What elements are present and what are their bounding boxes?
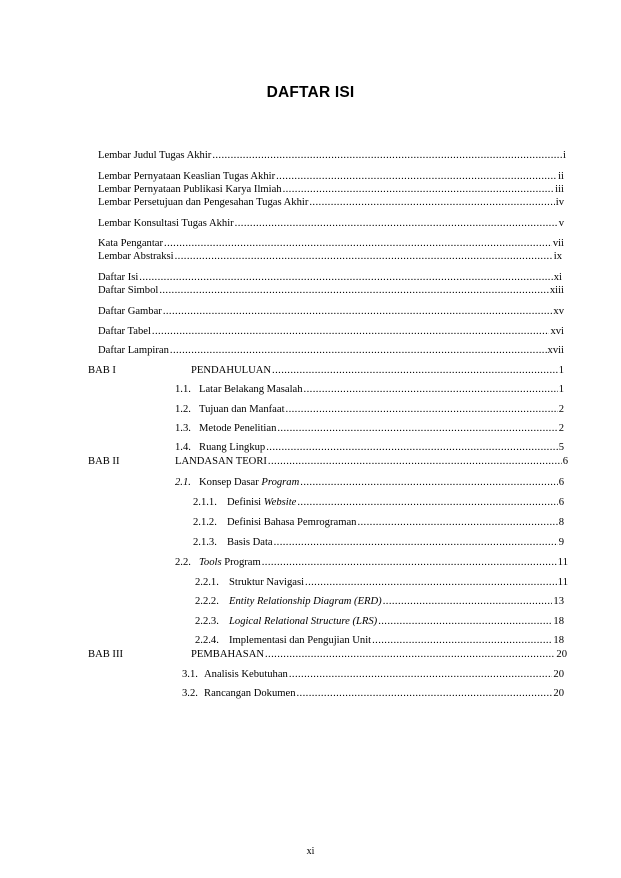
toc-page: iii — [555, 184, 564, 195]
toc-section[interactable] — [175, 556, 568, 570]
toc-page: v — [558, 218, 564, 229]
toc-label: Lembar Abstraksi — [98, 251, 174, 262]
section-label-italic: Program — [261, 477, 300, 488]
toc-entry[interactable] — [98, 271, 562, 285]
subsection-label-italic: Logical Relational Structure (LRS) — [229, 616, 378, 627]
section-label: Latar Belakang Masalah — [199, 384, 303, 395]
toc-page: 8 — [558, 517, 564, 528]
subsection-number: 2.2.4. — [195, 635, 219, 646]
toc-leader — [357, 516, 557, 530]
toc-label: Lembar Konsultasi Tugas Akhir — [98, 218, 234, 229]
section-label: Program — [224, 557, 261, 568]
toc-entry[interactable] — [98, 196, 564, 210]
toc-section[interactable] — [175, 383, 564, 397]
subsection-label: Definisi — [227, 497, 262, 508]
toc-page: vii — [552, 238, 564, 249]
toc-page: 5 — [558, 442, 564, 453]
toc-entry[interactable] — [98, 344, 564, 358]
subsection-number: 2.2.3. — [195, 616, 219, 627]
section-number: 2.2. — [175, 557, 191, 568]
chapter-title: LANDASAN TEORI — [175, 456, 267, 467]
toc-entry[interactable] — [98, 250, 562, 264]
toc-entry[interactable] — [98, 183, 564, 197]
toc-label: Daftar Simbol — [98, 285, 159, 296]
toc-page: 6 — [558, 497, 564, 508]
subsection-label-italic: Website — [263, 497, 297, 508]
toc-page: xv — [553, 306, 564, 317]
toc-page: 6 — [558, 477, 564, 488]
toc-label: Kata Pengantar — [98, 238, 164, 249]
subsection-number: 2.1.1. — [193, 497, 217, 508]
toc-entry[interactable] — [98, 217, 564, 231]
subsection-number: 2.2.1. — [195, 577, 219, 588]
toc-leader — [163, 305, 553, 319]
toc-page: 1 — [558, 384, 564, 395]
toc-page: xiii — [549, 285, 564, 296]
toc-section[interactable] — [182, 687, 564, 701]
toc-section[interactable] — [175, 403, 564, 417]
toc-page: 9 — [558, 537, 564, 548]
toc-subsection[interactable] — [195, 634, 564, 648]
section-number: 1.4. — [175, 442, 191, 453]
subsection-number: 2.1.2. — [193, 517, 217, 528]
toc-section[interactable] — [175, 476, 564, 490]
page-number: xi — [306, 846, 315, 857]
section-number: 3.1. — [182, 669, 198, 680]
toc-section[interactable] — [182, 668, 564, 682]
toc-subsection[interactable] — [193, 536, 564, 550]
toc-entry[interactable] — [98, 237, 564, 251]
toc-section[interactable] — [175, 441, 564, 455]
toc-leader — [378, 615, 552, 629]
toc-leader — [266, 441, 557, 455]
section-label: Ruang Lingkup — [199, 442, 266, 453]
subsection-label: Struktur Navigasi — [229, 577, 305, 588]
toc-page: 13 — [553, 596, 564, 607]
subsection-label-italic: Entity Relationship Diagram (ERD) — [229, 596, 382, 607]
toc-leader — [268, 455, 562, 469]
toc-label: Daftar Gambar — [98, 306, 162, 317]
toc-leader — [309, 196, 554, 210]
toc-leader — [372, 634, 552, 648]
toc-label: Daftar Isi — [98, 272, 139, 283]
chapter-code: BAB I — [88, 365, 116, 376]
toc-page: xvii — [547, 345, 564, 356]
page-title: DAFTAR ISI — [266, 84, 355, 101]
toc-entry[interactable] — [98, 149, 566, 163]
toc-subsection[interactable] — [193, 516, 564, 530]
toc-leader — [164, 237, 552, 251]
toc-page: 18 — [553, 635, 564, 646]
toc-subsection[interactable] — [195, 615, 564, 629]
section-label-italic: Tools — [199, 557, 222, 568]
toc-subsection[interactable] — [195, 576, 568, 590]
toc-page: xvi — [550, 326, 564, 337]
section-label: Tujuan dan Manfaat — [199, 404, 285, 415]
toc-leader — [175, 250, 553, 264]
section-number: 1.2. — [175, 404, 191, 415]
toc-label: Lembar Judul Tugas Akhir — [98, 150, 212, 161]
toc-page: ix — [553, 251, 562, 262]
toc-page: 20 — [556, 649, 567, 660]
toc-page: 20 — [553, 688, 564, 699]
toc-page: iv — [555, 197, 564, 208]
chapter-title: PENDAHULUAN — [191, 365, 272, 376]
subsection-number: 2.1.3. — [193, 537, 217, 548]
section-label: Metode Penelitian — [199, 423, 277, 434]
toc-section[interactable] — [175, 422, 564, 436]
section-number: 3.2. — [182, 688, 198, 699]
section-label: Konsep Dasar — [199, 477, 259, 488]
chapter-title: PEMBAHASAN — [191, 649, 264, 660]
toc-leader — [170, 344, 547, 358]
toc-leader — [274, 536, 558, 550]
toc-label: Lembar Pernyataan Publikasi Karya Ilmiah — [98, 184, 282, 195]
toc-leader — [262, 556, 557, 570]
toc-chapter[interactable] — [191, 648, 567, 662]
subsection-label: Definisi Bahasa Pemrograman — [227, 517, 357, 528]
toc-chapter[interactable] — [191, 364, 564, 378]
toc-page: 20 — [553, 669, 564, 680]
toc-page: 2 — [558, 404, 564, 415]
toc-page: ii — [558, 171, 564, 182]
section-number: 1.3. — [175, 423, 191, 434]
toc-chapter[interactable] — [175, 455, 568, 469]
toc-leader — [305, 576, 557, 590]
section-number: 2.1. — [175, 477, 191, 488]
subsection-label: Implementasi dan Pengujian Unit — [229, 635, 372, 646]
toc-page: 6 — [562, 456, 568, 467]
toc-page: 11 — [557, 557, 568, 568]
toc-leader — [265, 648, 555, 662]
toc-leader — [212, 149, 562, 163]
toc-subsection[interactable] — [195, 595, 564, 609]
toc-leader — [300, 476, 557, 490]
toc-page: 18 — [553, 616, 564, 627]
toc-leader — [277, 422, 557, 436]
toc-page: 11 — [557, 577, 568, 588]
toc-leader — [139, 271, 552, 285]
chapter-code: BAB III — [88, 649, 124, 660]
section-label: Rancangan Dokumen — [204, 688, 296, 699]
subsection-number: 2.2.2. — [195, 596, 219, 607]
toc-page: i — [563, 150, 566, 161]
toc-label: Lembar Pernyataan Keaslian Tugas Akhir — [98, 171, 276, 182]
toc-leader — [286, 403, 558, 417]
toc-entry[interactable] — [98, 170, 564, 184]
section-label: Analisis Kebutuhan — [204, 669, 288, 680]
chapter-code: BAB II — [88, 456, 120, 467]
toc-label: Daftar Lampiran — [98, 345, 169, 356]
toc-leader — [276, 170, 557, 184]
toc-leader — [383, 595, 553, 609]
toc-page: 2 — [558, 423, 564, 434]
toc-leader — [297, 687, 553, 701]
subsection-label: Basis Data — [227, 537, 273, 548]
toc-subsection[interactable] — [193, 496, 564, 510]
section-number: 1.1. — [175, 384, 191, 395]
toc-page: 1 — [558, 365, 564, 376]
toc-leader — [159, 284, 549, 298]
toc-leader — [152, 325, 550, 339]
toc-label: Lembar Persetujuan dan Pengesahan Tugas Akhir — [98, 197, 309, 208]
toc-leader — [283, 183, 555, 197]
toc-leader — [304, 383, 558, 397]
toc-page: xi — [553, 272, 562, 283]
toc-leader — [297, 496, 557, 510]
toc-entry[interactable] — [98, 284, 564, 298]
toc-leader — [235, 217, 558, 231]
toc-label: Daftar Tabel — [98, 326, 151, 337]
toc-entry[interactable] — [98, 305, 564, 319]
toc-entry[interactable] — [98, 325, 564, 339]
toc-leader — [272, 364, 558, 378]
toc-leader — [289, 668, 553, 682]
